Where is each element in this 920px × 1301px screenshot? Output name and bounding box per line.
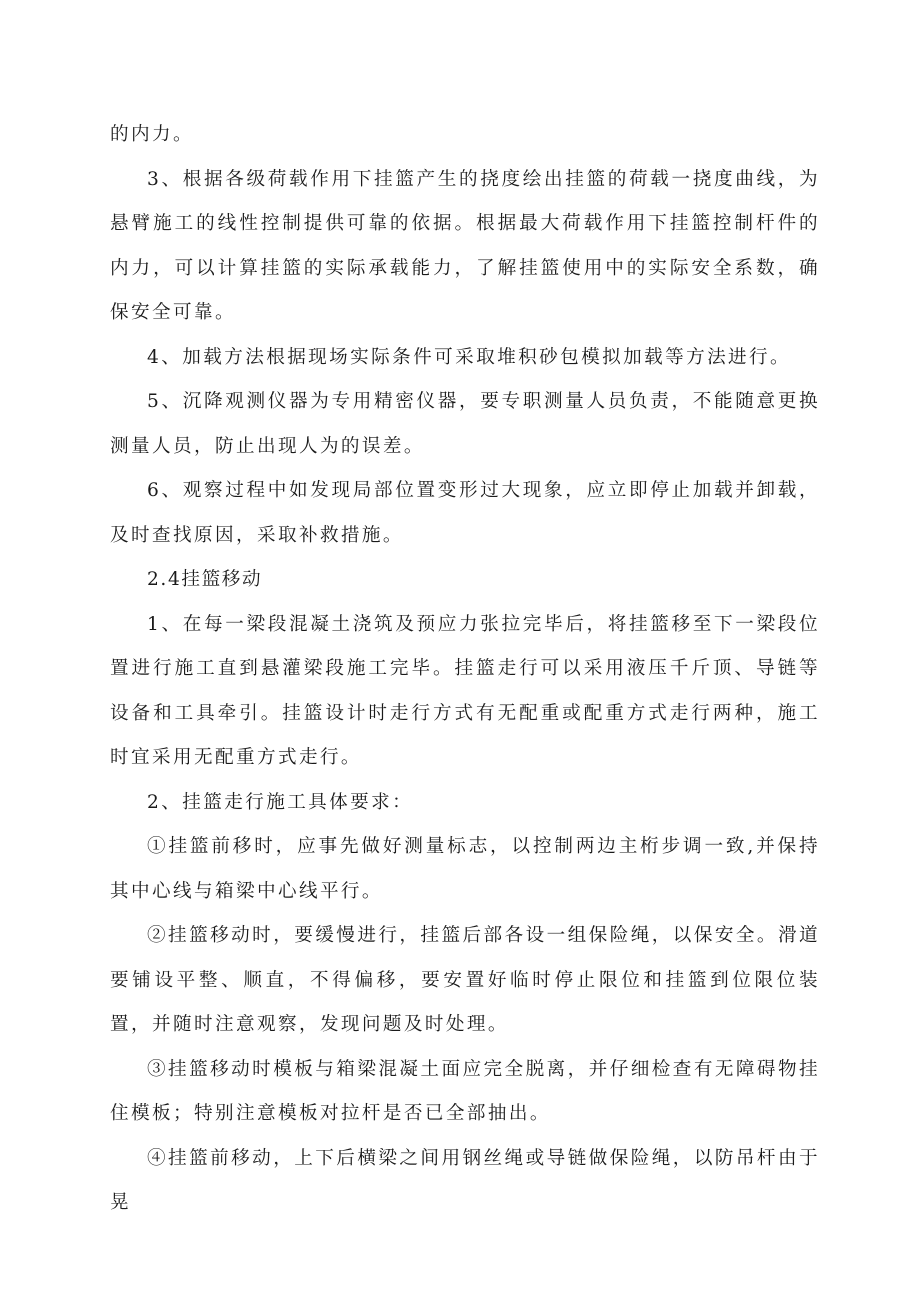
- paragraph-item-2: 2、挂篮走行施工具体要求：: [147, 791, 414, 813]
- paragraph-item-3: 3、根据各级荷载作用下挂篮产生的挠度绘出挂篮的荷载一挠度曲线，为悬臂施工的线性控制提供可靠的依据。根据最大荷载作用下挂篮控制杆件的内力，可以计算挂篮的实际承载能力，了解挂篮使用中的实际安全系数，确保安全可靠。: [110, 168, 820, 323]
- paragraph-continuation: 的内力。: [110, 124, 194, 145]
- paragraph-sub-1: ①挂篮前移时，应事先做好测量标志，以控制两边主桁步调一致,并保持其中心线与箱梁中心线平行。: [110, 836, 820, 902]
- paragraph-item-6: 6、观察过程中如发现局部位置变形过大现象，应立即停止加载并卸载，及时查找原因，采取补救措施。: [110, 480, 820, 546]
- paragraph-sub-2: ②挂篮移动时，要缓慢进行，挂篮后部各设一组保险绳，以保安全。滑道要铺设平整、顺直，不得偏移，要安置好临时停止限位和挂篮到位限位装置，并随时注意观察，发现问题及时处理。: [110, 925, 820, 1035]
- paragraph-sub-3: ③挂篮移动时模板与箱梁混凝土面应完全脱离，并仔细检查有无障碍物挂住模板；特别注意模板对拉杆是否已全部抽出。: [110, 1058, 820, 1124]
- paragraph-item-5: 5、沉降观测仪器为专用精密仪器，要专职测量人员负责，不能随意更换测量人员，防止出现人为的误差。: [110, 391, 820, 457]
- paragraph-item-1: 1、在每一梁段混凝土浇筑及预应力张拉完毕后，将挂篮移至下一梁段位置进行施工直到悬灌梁段施工完毕。挂篮走行可以采用液压千斤顶、导链等设备和工具牵引。挂篮设计时走行方式有无配重或配重方式走行两种，施工时宜采用无配重方式走行。: [110, 613, 820, 768]
- document-body: [110, 113, 820, 1226]
- paragraph-sub-4: ④挂篮前移动，上下后横梁之间用钢丝绳或导链做保险绳，以防吊杆由于晃: [110, 1147, 820, 1213]
- paragraph-item-4: 4、加载方法根据现场实际条件可采取堆积砂包模拟加载等方法进行。: [147, 346, 792, 368]
- section-heading: 2.4挂篮移动: [147, 569, 263, 590]
